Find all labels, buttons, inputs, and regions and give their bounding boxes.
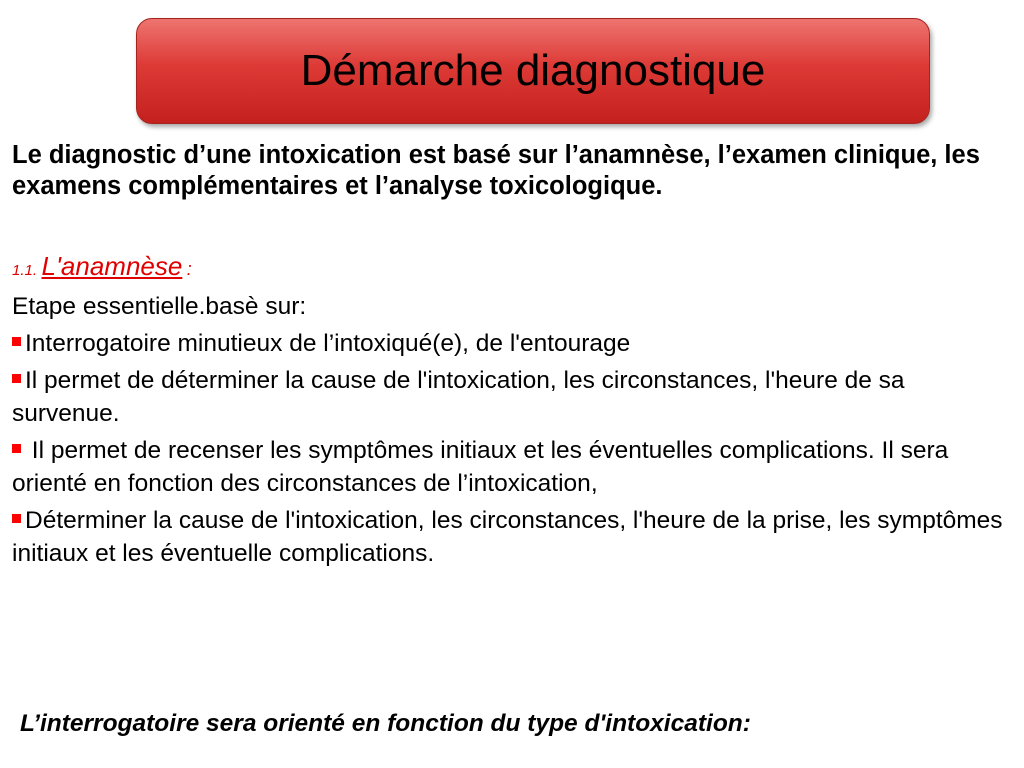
bullet-text: Il permet de recenser les symptômes initiaux et les éventuelles complications. Il sera orienté en fonction des circonstances de l’intoxication, (12, 437, 956, 497)
bullet-text: Il permet de déterminer la cause de l'intoxication, les circonstances, l'heure de sa survenue. (12, 367, 905, 427)
section-number: 1.1. (12, 262, 38, 279)
bullet-item (12, 434, 1012, 500)
bullet-text: Déterminer la cause de l'intoxication, les circonstances, l'heure de la prise, les symptômes initiaux et les éventuelle complications. (12, 507, 1003, 567)
intro-paragraph: Le diagnostic d’une intoxication est basé sur l’anamnèse, l’examen clinique, les examens complémentaires et l’analyse toxicologique. (12, 141, 980, 200)
red-square-bullet-icon (12, 514, 21, 523)
bullet-item (12, 364, 1012, 430)
section-title: L'anamnèse (41, 251, 183, 281)
title-banner (136, 18, 930, 124)
bullet-text: Interrogatoire minutieux de l’intoxiqué(e), de l'entourage (25, 330, 631, 357)
bullet-item (12, 327, 1012, 360)
section-heading (12, 250, 1012, 287)
slide-title: Démarche diagnostique (300, 46, 766, 95)
footer-statement: L’interrogatoire sera orienté en fonction du type d'intoxication: (20, 710, 751, 737)
red-square-bullet-icon (12, 374, 21, 383)
bullet-item (12, 504, 1012, 570)
section-colon: : (186, 259, 192, 279)
slide-body (12, 140, 1012, 570)
lead-text: Etape essentielle.basè sur: (12, 293, 307, 320)
red-square-bullet-icon (12, 337, 21, 346)
red-square-bullet-icon (12, 444, 21, 453)
